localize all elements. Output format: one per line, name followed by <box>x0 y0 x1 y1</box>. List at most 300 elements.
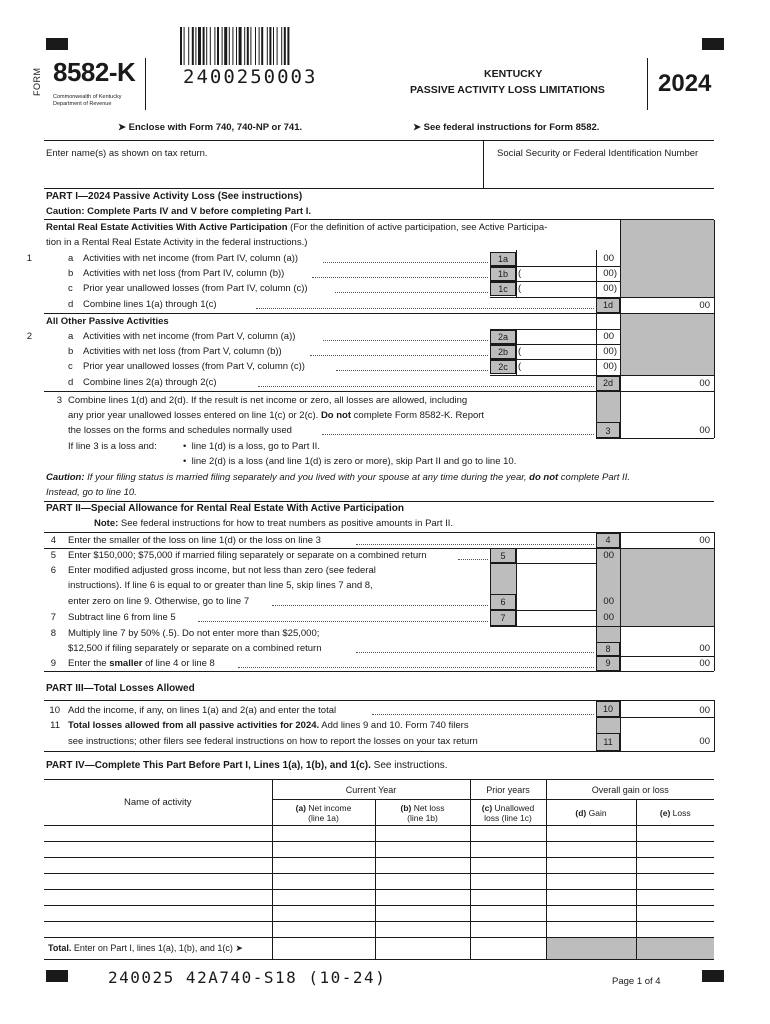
leader-8 <box>356 652 594 653</box>
total-text: Enter on Part I, lines 1(a), 1(b), and 1(c) <box>71 943 233 953</box>
line-6-text-3: enter zero on line 9. Otherwise, go to line 7 <box>68 596 250 607</box>
tax-year: 2024 <box>658 70 712 97</box>
part2-top-rule <box>44 501 714 502</box>
row-rule-2-top <box>490 329 620 330</box>
table-cell[interactable] <box>272 874 375 890</box>
table-cell[interactable] <box>546 874 636 890</box>
col-b-header <box>375 800 470 826</box>
part2-title: PART II—Special Allowance for Rental Real Estate With Active Participation <box>46 503 404 514</box>
total-c-input[interactable] <box>470 938 546 960</box>
federal-note <box>413 122 599 134</box>
note-label: Note: <box>94 518 119 529</box>
barcode-bar <box>206 27 207 65</box>
box-1a-label: 1a <box>490 252 516 266</box>
table-cell[interactable] <box>470 858 546 874</box>
line-5-text: Enter $150,000; $75,000 if married filing separately or separate on a combined return <box>68 550 427 561</box>
barcode-bar <box>232 27 233 65</box>
table-cell[interactable] <box>636 906 714 922</box>
input-2b[interactable] <box>524 344 588 359</box>
table-cell[interactable] <box>375 906 470 922</box>
table-row <box>44 922 714 938</box>
box-4-label: 4 <box>596 533 620 548</box>
line-10-text: Add the income, if any, on lines 1(a) and 2(a) and enter the total <box>68 705 337 716</box>
note-text: See federal instructions for how to treat numbers as positive amounts in Part II. <box>118 518 454 529</box>
col-a-ref: (line 1a) <box>308 812 339 823</box>
bullet-icon: • <box>183 456 192 467</box>
col-d-header <box>546 800 636 826</box>
leader-2d <box>258 386 594 387</box>
part4-title-bold: PART IV—Complete This Part Before Part I, Lines 1(a), 1(b), and 1(c). <box>46 760 371 771</box>
line-2d-letter: d <box>68 377 74 388</box>
line-3-text-3: the losses on the forms and schedules normally used <box>68 425 292 436</box>
caution-2-text-end: complete Part II. <box>558 472 630 483</box>
total-bold: Total. <box>48 943 72 953</box>
form-number: 8582-K <box>53 57 136 87</box>
leader-3 <box>322 434 594 435</box>
col-c-ref: loss (line 1c) <box>484 812 532 823</box>
header-divider-right <box>647 58 648 110</box>
table-cell[interactable] <box>44 858 272 874</box>
row-rule-3 <box>596 438 714 439</box>
barcode-bar <box>255 27 256 65</box>
box-1b-label: 1b <box>490 267 516 281</box>
barcode-bar <box>224 27 227 65</box>
cents-11: 00 <box>699 736 710 747</box>
total-b-input[interactable] <box>375 938 470 960</box>
registration-mark-top-right <box>702 38 724 50</box>
row-rule-11 <box>44 751 714 752</box>
other-heading: All Other Passive Activities <box>46 316 169 327</box>
table-cell[interactable] <box>470 890 546 906</box>
table-cell[interactable] <box>546 922 636 938</box>
row-rule-7 <box>490 626 714 627</box>
table-cell[interactable] <box>636 858 714 874</box>
barcode-bar <box>284 27 286 65</box>
table-cell[interactable] <box>375 890 470 906</box>
table-cell[interactable] <box>375 826 470 842</box>
overall-header: Overall gain or loss <box>546 780 714 800</box>
box-6-label: 6 <box>490 594 516 610</box>
caution-2-do-not: do not <box>529 472 559 483</box>
p2-col-a <box>620 532 621 671</box>
prior-years-header: Prior years <box>470 780 546 800</box>
barcode-bar <box>247 27 249 65</box>
table-cell[interactable] <box>470 874 546 890</box>
table-cell[interactable] <box>546 826 636 842</box>
header-divider-left <box>145 58 146 110</box>
ssn-input[interactable] <box>490 162 710 184</box>
cents-2a: 00 <box>603 331 614 342</box>
line-4-text: Enter the smaller of the loss on line 1(d) or the loss on line 3 <box>68 535 321 546</box>
commonwealth-text: Commonwealth of Kentucky <box>53 94 122 100</box>
bullet-2-text: line 2(d) is a loss (and line 1(d) is zero or more), skip Part II and go to line 10. <box>191 456 517 467</box>
leader-10 <box>372 714 594 715</box>
col-c-header <box>470 800 546 826</box>
table-cell[interactable] <box>44 890 272 906</box>
line-3-text-4: If line 3 is a loss and: <box>68 441 157 452</box>
table-cell[interactable] <box>470 922 546 938</box>
input-11[interactable] <box>622 733 692 751</box>
barcode-bar <box>214 27 215 65</box>
cents-2b: 00) <box>603 346 617 357</box>
table-cell[interactable] <box>546 858 636 874</box>
line-3-text-1: Combine lines 1(d) and 2(d). If the result is net income or zero, all losses are allowed, including <box>68 395 468 406</box>
part1-title: PART I—2024 Passive Activity Loss (See instructions) <box>46 191 303 202</box>
table-row <box>44 842 714 858</box>
part4-title <box>46 760 448 772</box>
line-2c-letter: c <box>68 361 73 372</box>
col-d-title: Gain <box>586 807 607 818</box>
input-5[interactable] <box>517 548 587 563</box>
page-number: Page 1 of 4 <box>612 976 661 987</box>
col-e-title: Loss <box>670 807 691 818</box>
table-cell[interactable] <box>44 842 272 858</box>
table-cell[interactable] <box>546 890 636 906</box>
barcode-bar <box>267 27 268 65</box>
row-rule-10 <box>596 717 714 718</box>
title-state: KENTUCKY <box>484 68 543 80</box>
cents-2c: 00) <box>603 361 617 372</box>
rental-desc-2: tion in a Rental Real Estate Activity in the federal instructions.) <box>46 237 308 248</box>
col-name-header: Name of activity <box>44 780 272 826</box>
registration-mark-bottom-right <box>702 970 724 982</box>
line-2a-letter: a <box>68 331 74 342</box>
input-2c[interactable] <box>524 359 588 374</box>
line-11-bold: Total losses allowed from all passive activities for 2024. <box>68 720 320 731</box>
col-d-letter: (d) <box>575 807 587 818</box>
paren-1b: ( <box>518 268 522 279</box>
input-2d[interactable] <box>622 376 692 391</box>
cents-6: 00 <box>603 596 614 607</box>
cents-5: 00 <box>603 550 614 561</box>
part1-rule <box>44 219 714 220</box>
box-2c-label: 2c <box>490 360 516 374</box>
line-8-text-2: $12,500 if filing separately or separate on a combined return <box>68 643 322 654</box>
box-7-label: 7 <box>490 610 516 626</box>
box-10-label: 10 <box>596 701 620 717</box>
table-cell[interactable] <box>44 922 272 938</box>
col-a-letter: (a) <box>295 802 307 813</box>
p2-col-c <box>714 532 715 671</box>
line-9-text-c: of line 4 or line 8 <box>142 658 215 669</box>
title-name: PASSIVE ACTIVITY LOSS LIMITATIONS <box>410 84 605 96</box>
table-row <box>44 890 714 906</box>
arrow-right-icon: ➤ <box>413 122 424 133</box>
table-cell[interactable] <box>546 906 636 922</box>
name-input[interactable] <box>46 162 476 184</box>
leader-6 <box>272 605 488 606</box>
total-label <box>44 938 272 960</box>
input-6[interactable] <box>517 594 587 610</box>
table-cell[interactable] <box>375 922 470 938</box>
table-cell[interactable] <box>546 842 636 858</box>
line-1b-text: Activities with net loss (from Part IV, column (b)) <box>83 268 285 279</box>
cents-1d: 00 <box>699 300 710 311</box>
caution-2-line-2: Instead, go to line 10. <box>46 487 137 498</box>
barcode-bar <box>203 27 205 65</box>
line-11-text-2: see instructions; other filers see federal instructions on how to report the losses on your tax return <box>68 736 478 747</box>
current-year-header: Current Year <box>272 780 470 800</box>
table-cell[interactable] <box>470 826 546 842</box>
leader-2b <box>310 355 488 356</box>
box-5-label: 5 <box>490 548 516 563</box>
total-row <box>44 938 714 960</box>
line-8-number: 8 <box>50 628 56 639</box>
line-9-smaller: smaller <box>109 658 143 669</box>
input-8[interactable] <box>622 642 692 656</box>
table-cell[interactable] <box>272 858 375 874</box>
p3-col-c <box>714 700 715 752</box>
col-b-ref: (line 1b) <box>407 812 438 823</box>
table-cell[interactable] <box>272 890 375 906</box>
line-7-number: 7 <box>50 612 56 623</box>
leader-1b <box>312 277 488 278</box>
shaded-part3 <box>597 717 620 733</box>
part4-table <box>44 779 714 960</box>
row-rule-1d <box>44 313 714 314</box>
cents-3: 00 <box>699 425 710 436</box>
barcode-bar <box>244 27 245 65</box>
table-cell[interactable] <box>470 842 546 858</box>
cents-10: 00 <box>699 705 710 716</box>
barcode-image <box>178 27 358 67</box>
row-rule-9 <box>44 671 714 672</box>
cents-8: 00 <box>699 643 710 654</box>
table-cell[interactable] <box>375 874 470 890</box>
line-11-number: 11 <box>50 720 60 731</box>
line-3-bullet-1 <box>183 441 320 453</box>
input-4[interactable] <box>622 533 692 548</box>
caution-2-label: Caution: <box>46 472 85 483</box>
barcode-number: 2400250003 <box>183 66 318 88</box>
barcode-bar <box>222 27 223 65</box>
leader-1a <box>323 262 488 263</box>
barcode-bar <box>184 27 185 65</box>
box-3-label: 3 <box>596 422 620 438</box>
table-cell[interactable] <box>636 890 714 906</box>
shaded-part2-a <box>620 548 714 626</box>
line-3-number: 3 <box>56 395 62 406</box>
cents-1a: 00 <box>603 253 614 264</box>
leader-2a <box>323 340 488 341</box>
part4-title-rest: See instructions. <box>370 760 448 771</box>
table-cell[interactable] <box>272 906 375 922</box>
box-11-label: 11 <box>596 733 620 751</box>
line-1a-text: Activities with net income (from Part IV, column (a)) <box>83 253 299 264</box>
table-cell[interactable] <box>636 922 714 938</box>
col-c-title: Unallowed <box>492 802 535 813</box>
input-10[interactable] <box>622 701 692 717</box>
leader-4 <box>356 544 594 545</box>
shaded-column-3 <box>596 392 620 422</box>
table-row <box>44 858 714 874</box>
table-row <box>44 826 714 842</box>
arrow-right-icon: ➤ <box>232 943 243 953</box>
registration-mark-top-left <box>46 38 68 50</box>
total-e-shaded <box>636 938 714 960</box>
cents-1c: 00) <box>603 283 617 294</box>
barcode-bar <box>250 27 251 65</box>
line-6-number: 6 <box>50 565 56 576</box>
line-1-number: 1 <box>26 253 32 264</box>
line-1a-letter: a <box>68 253 74 264</box>
leader-9 <box>238 667 594 668</box>
table-cell[interactable] <box>272 922 375 938</box>
arrow-right-icon: ➤ <box>118 122 129 133</box>
barcode-bar <box>195 27 196 65</box>
table-cell[interactable] <box>636 842 714 858</box>
barcode-bar <box>180 27 182 65</box>
barcode-bar <box>287 27 289 65</box>
col-b-letter: (b) <box>400 802 412 813</box>
rental-heading <box>46 222 547 234</box>
table-cell[interactable] <box>636 874 714 890</box>
bullet-1-text: line 1(d) is a loss, go to Part II. <box>191 441 320 452</box>
federal-text: See federal instructions for Form 8582. <box>423 122 600 133</box>
col-e-header <box>636 800 714 826</box>
barcode-bar <box>277 27 278 65</box>
row-rule-5 <box>490 563 596 564</box>
enclose-text: Enclose with Form 740, 740-NP or 741. <box>128 122 303 133</box>
cents-2d: 00 <box>699 378 710 389</box>
caution-2 <box>46 472 630 484</box>
cents-7: 00 <box>603 612 614 623</box>
rental-heading-bold: Rental Real Estate Activities With Active Participation <box>46 222 288 233</box>
box-1c-label: 1c <box>490 282 516 296</box>
line-1b-letter: b <box>68 268 74 279</box>
name-top-rule <box>44 140 714 141</box>
table-cell[interactable] <box>636 826 714 842</box>
row-rule-2d <box>44 391 714 392</box>
line-8-text-1: Multiply line 7 by 50% (.5). Do not enter more than $25,000; <box>68 628 320 639</box>
barcode-bar <box>273 27 274 65</box>
caution-2-text: If your filing status is married filing separately and you lived with your spouse at any time during the year, <box>84 472 530 483</box>
line-6-text-2: instructions). If line 6 is equal to or greater than line 5, skip lines 7 and 8, <box>68 580 373 591</box>
input-1b[interactable] <box>524 266 588 281</box>
table-cell[interactable] <box>470 906 546 922</box>
barcode-bar <box>188 27 189 65</box>
barcode-bar <box>229 27 230 65</box>
col-e-letter: (e) <box>659 807 671 818</box>
line-9-text <box>68 658 215 670</box>
col-a-title: Net income <box>306 802 352 813</box>
line-3-text-2c: complete Form 8582-K. Report <box>351 410 485 421</box>
line-9-number: 9 <box>50 658 56 669</box>
input-1a[interactable] <box>517 251 587 266</box>
line-2d-text: Combine lines 2(a) through 2(c) <box>83 377 217 388</box>
barcode-bar <box>217 27 219 65</box>
shaded-column-1 <box>620 220 714 298</box>
input-2a[interactable] <box>517 329 587 344</box>
input-1c[interactable] <box>524 281 588 296</box>
leader-5 <box>458 559 488 560</box>
cents-1b: 00) <box>603 268 617 279</box>
leader-2c <box>336 370 488 371</box>
line-2c-text: Prior year unallowed losses (from Part V, column (c)) <box>83 361 305 372</box>
barcode-bar <box>259 27 260 65</box>
line-4-number: 4 <box>50 535 56 546</box>
line-5-number: 5 <box>50 550 56 561</box>
enclose-note <box>118 122 302 134</box>
input-1d[interactable] <box>622 298 692 313</box>
barcode-bar <box>269 27 271 65</box>
department-text: Department of Revenue <box>53 101 112 107</box>
table-cell[interactable] <box>44 906 272 922</box>
line-2b-text: Activities with net loss (from Part V, column (b)) <box>83 346 282 357</box>
line-2b-letter: b <box>68 346 74 357</box>
line-11-text-1 <box>68 720 469 732</box>
table-cell[interactable] <box>44 874 272 890</box>
col-divider-e <box>714 220 715 438</box>
form-label: FORM <box>32 67 42 96</box>
table-cell[interactable] <box>44 826 272 842</box>
cents-4: 00 <box>699 535 710 546</box>
line-9-text-a: Enter the <box>68 658 110 669</box>
table-row <box>44 906 714 922</box>
table-cell[interactable] <box>375 842 470 858</box>
box-2d-label: 2d <box>596 376 620 391</box>
footer-code: 240025 42A740-S18 (10-24) <box>108 968 387 987</box>
table-cell[interactable] <box>272 842 375 858</box>
barcode-bar <box>239 27 242 65</box>
registration-mark-bottom-left <box>46 970 68 982</box>
col-a-header <box>272 800 375 826</box>
table-cell[interactable] <box>272 826 375 842</box>
input-9[interactable] <box>622 656 692 671</box>
barcode-bar <box>192 27 194 65</box>
line-10-number: 10 <box>49 705 60 716</box>
leader-7 <box>198 621 488 622</box>
line-1d-letter: d <box>68 299 74 310</box>
bullet-icon: • <box>183 441 192 452</box>
paren-2b: ( <box>518 346 522 357</box>
total-a-input[interactable] <box>272 938 375 960</box>
barcode-bar <box>210 27 211 65</box>
name-bottom-rule <box>44 188 714 189</box>
shaded-part2-c <box>596 548 620 642</box>
col-c-letter: (c) <box>481 802 493 813</box>
table-cell[interactable] <box>375 858 470 874</box>
line-3-do-not: Do not <box>320 410 352 421</box>
col-divider-a <box>620 220 621 438</box>
barcode-bar <box>198 27 201 65</box>
box-9-label: 9 <box>596 656 620 671</box>
col-b-title: Net loss <box>411 802 445 813</box>
rental-desc: (For the definition of active participation, see Active Participa- <box>287 222 548 233</box>
input-3[interactable] <box>622 422 692 438</box>
row-rule-4 <box>44 548 714 549</box>
box-2a-label: 2a <box>490 330 516 344</box>
barcode-bar <box>281 27 282 65</box>
line-3-text-2 <box>68 410 484 422</box>
line-6-text-1: Enter modified adjusted gross income, but not less than zero (see federal <box>68 565 376 576</box>
part1-caution: Caution: Complete Parts IV and V before completing Part I. <box>46 206 311 217</box>
box-1d-label: 1d <box>596 298 620 313</box>
line-7-text: Subtract line 6 from line 5 <box>68 612 176 623</box>
line-1c-text: Prior year unallowed losses (from Part IV, column (c)) <box>83 283 308 294</box>
name-ssn-divider <box>483 140 484 188</box>
part2-note <box>94 518 453 530</box>
line-2a-text: Activities with net income (from Part V, column (a)) <box>83 331 296 342</box>
input-7[interactable] <box>517 610 587 626</box>
cents-9: 00 <box>699 658 710 669</box>
line-3-text-2a: any prior year unallowed losses entered on line 1(c) or 2(c). <box>68 410 321 421</box>
shaded-part2-b <box>490 563 516 594</box>
line-3-bullet-2 <box>183 456 516 468</box>
line-1c-letter: c <box>68 283 73 294</box>
line-2-number: 2 <box>26 331 32 342</box>
barcode-bar <box>236 27 237 65</box>
